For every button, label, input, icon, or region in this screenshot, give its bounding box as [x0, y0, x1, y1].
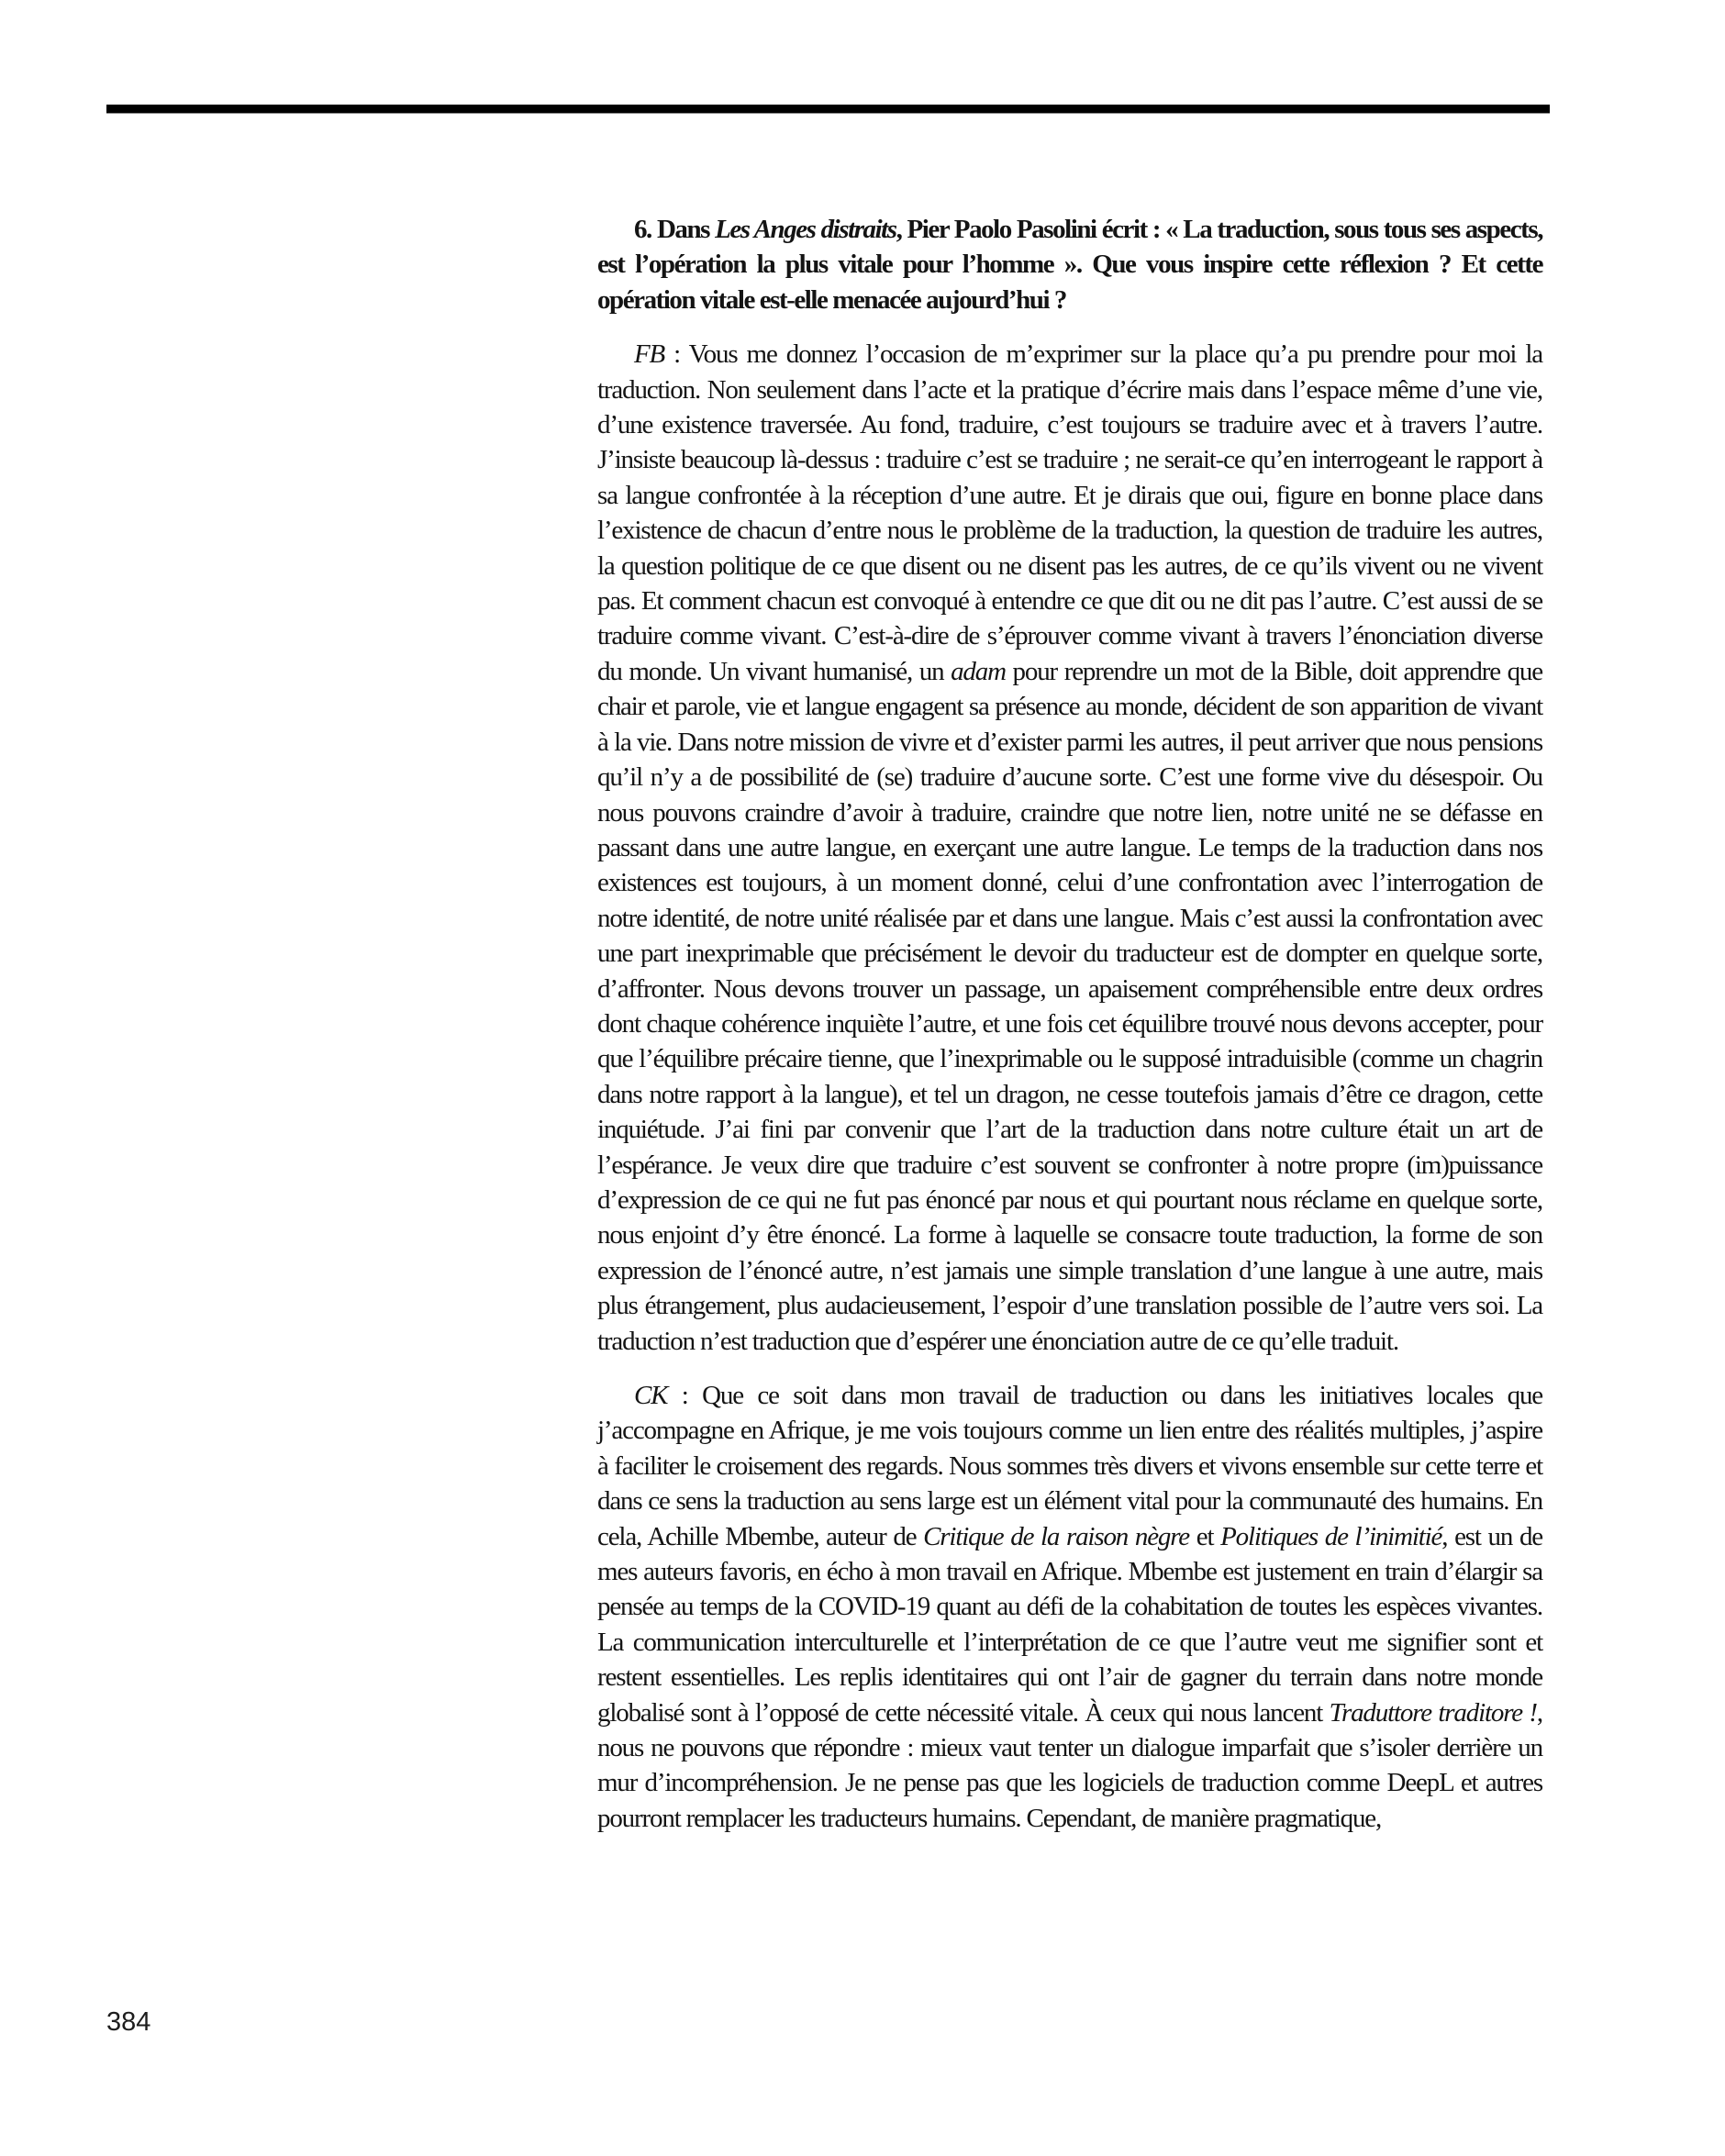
- interview-question: [597, 212, 1542, 317]
- answer-paragraph-ck: [597, 1378, 1542, 1836]
- italic-phrase-traduttore: Traduttore traditore !: [1329, 1697, 1537, 1728]
- question-lead: 6. Dans: [634, 215, 716, 244]
- answer-ck-text-3: , nous ne pouvons que répondre : mieux vaut tenter un dialogue imparfait que s’isoler derrière un mur d’incompréhension. Je ne pense pas que les logiciels de traduction comme DeepL et autres pourront remplacer les traducteurs humains. Cependant, de manière pragmatique,: [597, 1697, 1542, 1833]
- page-number: 384: [106, 2007, 151, 2037]
- answer-ck-text-2: , est un de mes auteurs favoris, en écho à mon travail en Afrique. Mbembe est justement en train d’élargir sa pensée au temps de la COVID-19 quant au défi de la cohabitation de toutes les espèces vivantes. La communication interculturelle et l’interprétation de ce que l’autre veut me signifier sont et restent essentielles. Les replis identitaires qui ont l’air de gagner du terrain dans notre monde globalisé sont à l’opposé de cette nécessité vitale. À ceux qui nous lancent: [597, 1521, 1542, 1728]
- text-column: [597, 212, 1542, 1836]
- conjunction-text: et: [1189, 1521, 1221, 1551]
- speaker-initials-fb: FB: [634, 339, 665, 370]
- work-title-1: Critique de la raison nègre: [923, 1521, 1190, 1551]
- italic-term-adam: adam: [951, 656, 1006, 686]
- header-rule: [106, 105, 1550, 114]
- answer-fb-text-2: pour reprendre un mot de la Bible, doit apprendre que chair et parole, vie et langue engagent sa présence au monde, décident de son apparition de vivant à la vie. Dans notre mission de vivre et d’exister parmi les autres, il peut arriver que nous pensions qu’il n’y a de possibilité de (se) traduire d’aucune sorte. C’est une forme vive du désespoir. Ou nous pouvons craindre d’avoir à traduire, craindre que notre lien, notre unité ne se défasse en passant dans une autre langue, en exerçant une autre langue. Le temps de la traduction dans nos existences est toujours, à un moment donné, celui d’une confrontation avec l’interrogation de notre identité, de notre unité réalisée par et dans une langue. Mais c’est aussi la confrontation avec une part inexprimable que précisément le devoir du traducteur est de dompter en quelque sorte, d’affronter. Nous devons trouver un passage, un apaisement compréhensible entre deux ordres dont chaque cohérence inquiète l’autre, et une fois cet équilibre trouvé nous devons accepter, pour que l’équilibre précaire tienne, que l’inexprimable ou le supposé intraduisible (comme un chagrin dans notre rapport à la langue), et tel un dragon, ne cesse toutefois jamais d’être ce dragon, cette inquiétude. J’ai fini par convenir que l’art de la traduction dans notre culture était un art de l’espérance. Je veux dire que traduire c’est souvent se confronter à notre propre (im)puissance d’expression de ce qui ne fut pas énoncé par nous et qui pourtant nous réclame en quelque sorte, nous enjoint d’y être énoncé. La forme à laquelle se consacre toute traduction, la forme de son expression de l’énoncé autre, n’est jamais une simple translation d’une langue à une autre, mais plus étrangement, plus audacieusement, l’espoir d’une translation possible de l’autre vers soi. La traduction n’est traduction que d’espérer une énonciation autre de ce qu’elle traduit.: [597, 656, 1542, 1356]
- question-rest: , Pier Paolo Pasolini écrit : « La traduction, sous tous ses aspects, est l’opération la plus vitale pour l’homme ». Que vous inspire cette réflexion ? Et cette opération vitale est-elle menacée aujourd’hui ?: [597, 215, 1543, 315]
- answer-fb-text-1: : Vous me donnez l’occasion de m’exprimer sur la place qu’a pu prendre pour moi la traduction. Non seulement dans l’acte et la pratique d’écrire mais dans l’espace même d’une vie, d’une existence traversée. Au fond, traduire, c’est toujours se traduire avec et à travers l’autre. J’insiste beaucoup là-dessus : traduire c’est se traduire ; ne serait-ce qu’en interrogeant le rapport à sa langue confrontée à la réception d’une autre. Et je dirais que oui, figure en bonne place dans l’existence de chacun d’entre nous le problème de la traduction, la question de traduire les autres, la question politique de ce que disent ou ne disent pas les autres, de ce qu’ils vivent ou ne vivent pas. Et comment chacun est convoqué à entendre ce que dit ou ne dit pas l’autre. C’est aussi de se traduire comme vivant. C’est-à-dire de s’éprouver comme vivant à travers l’énonciation diverse du monde. Un vivant humanisé, un: [597, 339, 1542, 686]
- work-title-2: Politiques de l’inimitié: [1220, 1521, 1442, 1551]
- speaker-initials-ck: CK: [634, 1381, 668, 1410]
- answer-ck-text-1: : Que ce soit dans mon travail de traduction ou dans les initiatives locales que j’accompagne en Afrique, je me vois toujours comme un lien entre des réalités multiples, j’aspire à faciliter le croisement des regards. Nous sommes très divers et vivons ensemble sur cette terre et dans ce sens la traduction au sens large est un élément vital pour la communauté des humains. En cela, Achille Mbembe, auteur de: [597, 1381, 1542, 1551]
- answer-paragraph-fb: [597, 337, 1542, 1359]
- book-title-italic: Les Anges distraits: [715, 215, 896, 244]
